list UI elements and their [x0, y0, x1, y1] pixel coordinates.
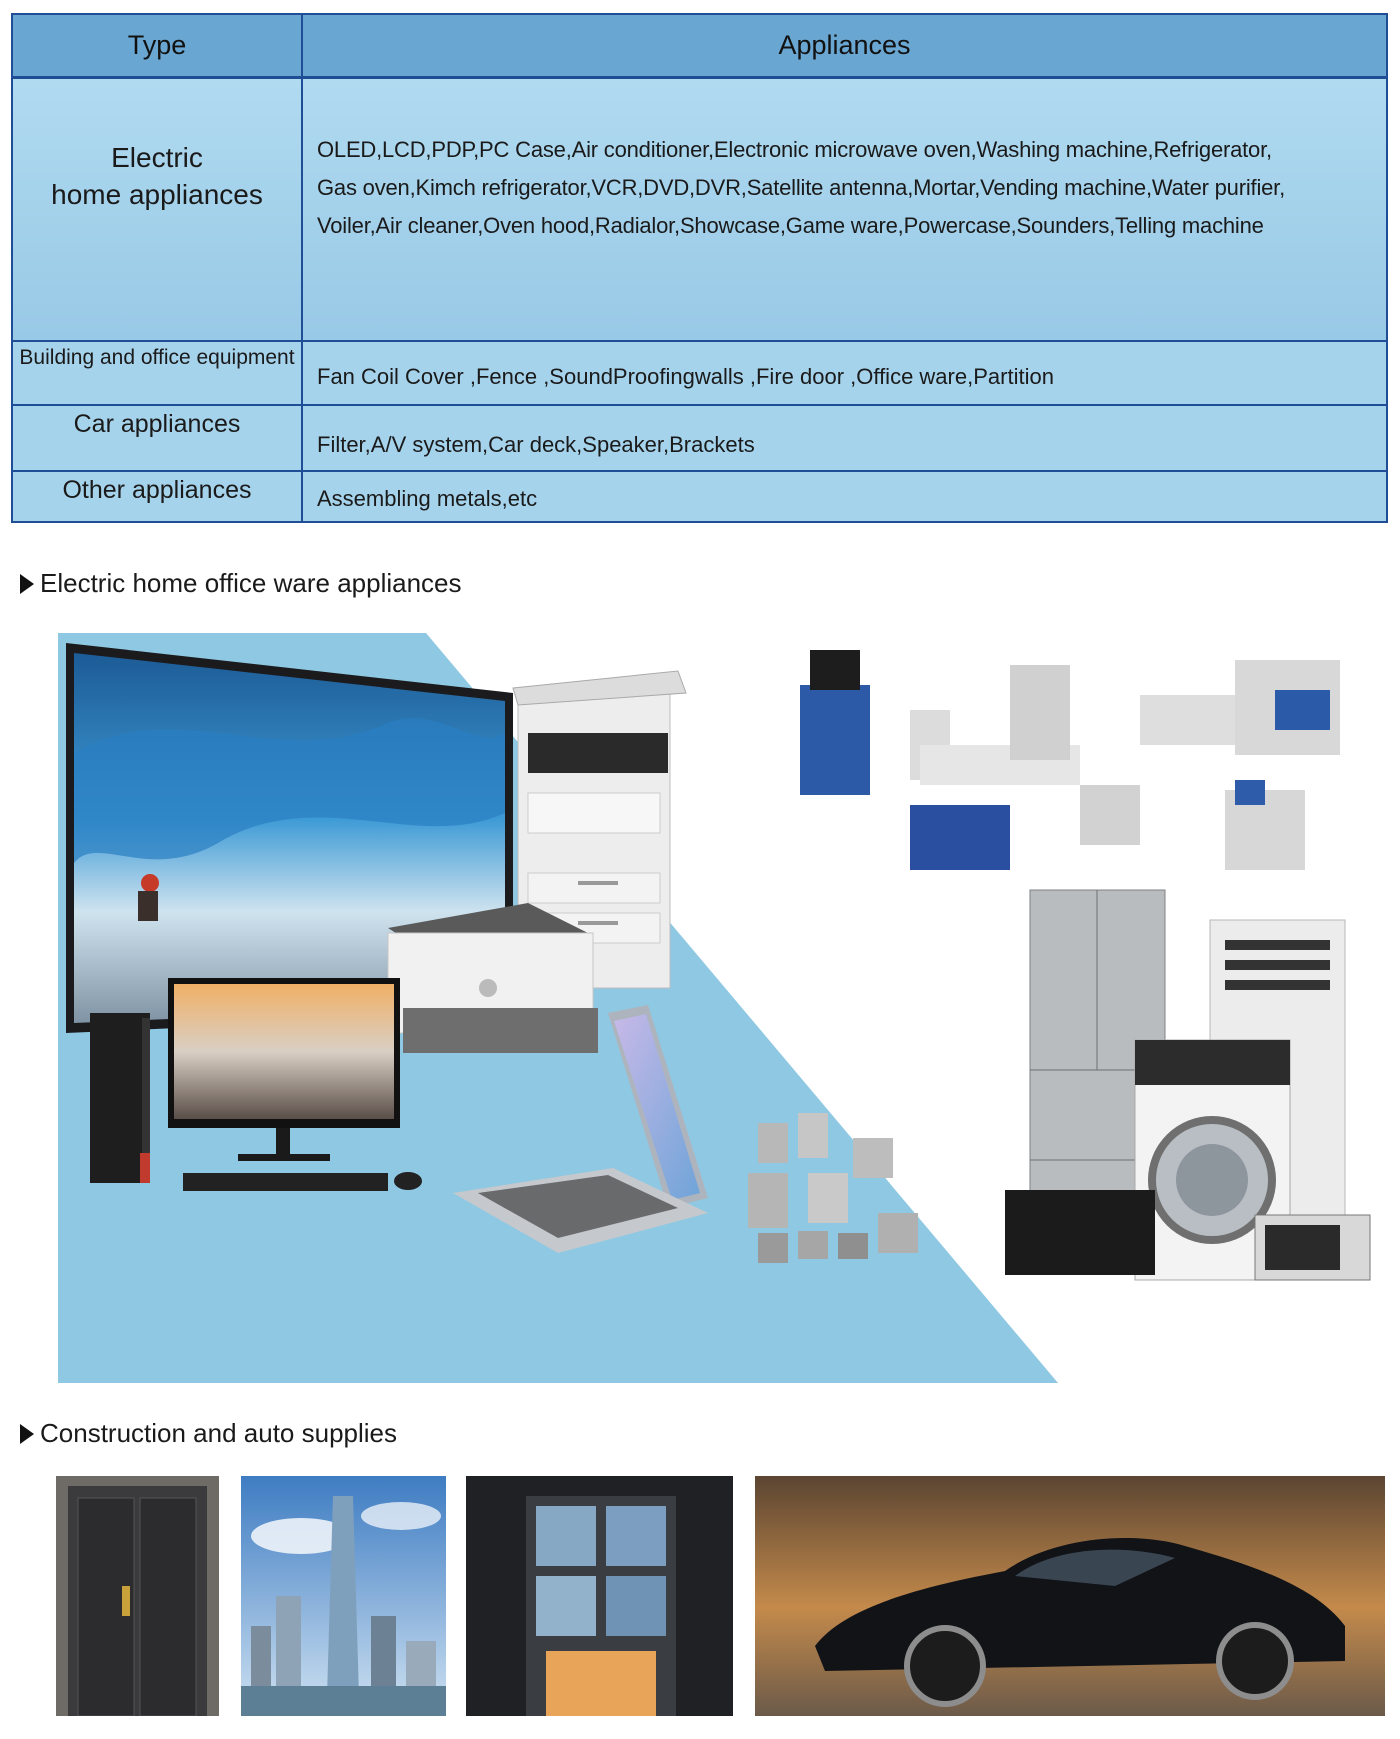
right-appliances [790, 640, 1380, 1290]
car-image [755, 1476, 1385, 1716]
type-line: home appliances [51, 179, 263, 210]
appliances-cell: Filter,A/V system,Car deck,Speaker,Brackets [317, 432, 755, 457]
header-appliances: Appliances [778, 30, 911, 60]
appliance-line: Voiler,Air cleaner,Oven hood,Radialor,Showcase,Game ware,Powercase,Sounders,Telling machine [317, 213, 1264, 238]
door-image [56, 1476, 219, 1716]
section-heading-construction [20, 1418, 397, 1449]
section-heading-electric [20, 568, 462, 599]
type-cell [13, 79, 303, 340]
table-row [13, 406, 1386, 472]
type-cell: Other appliances [13, 472, 303, 521]
appliances-cell [303, 79, 1386, 340]
table-row [13, 472, 1386, 521]
type-cell: Building and office equipment [13, 342, 303, 404]
printer-image [388, 903, 598, 1053]
appliance-line: OLED,LCD,PDP,PC Case,Air conditioner,Electronic microwave oven,Washing machine,Refrigerator, [317, 137, 1272, 162]
type-cell: Car appliances [13, 406, 303, 470]
appliances-cell: Fan Coil Cover ,Fence ,SoundProofingwalls ,Fire door ,Office ware,Partition [317, 364, 1054, 389]
appliances-cell: Assembling metals,etc [317, 485, 538, 511]
header-type: Type [13, 15, 303, 76]
table-row [13, 342, 1386, 406]
type-line: Electric [111, 142, 203, 173]
table-row [13, 79, 1386, 342]
tower-city-image [241, 1476, 446, 1716]
appliance-table [11, 13, 1388, 523]
medical-equipment-image [800, 650, 1340, 870]
appliance-line: Gas oven,Kimch refrigerator,VCR,DVD,DVR,Satellite antenna,Mortar,Vending machine,Water purifier, [317, 175, 1285, 200]
table-header-row [13, 15, 1386, 79]
desktop-pc-image [90, 1013, 150, 1183]
section-title: Electric home office ware appliances [40, 568, 462, 598]
triangle-bullet-icon [20, 574, 34, 594]
section-title: Construction and auto supplies [40, 1418, 398, 1448]
triangle-bullet-icon [20, 1424, 34, 1444]
building-image [466, 1476, 733, 1716]
